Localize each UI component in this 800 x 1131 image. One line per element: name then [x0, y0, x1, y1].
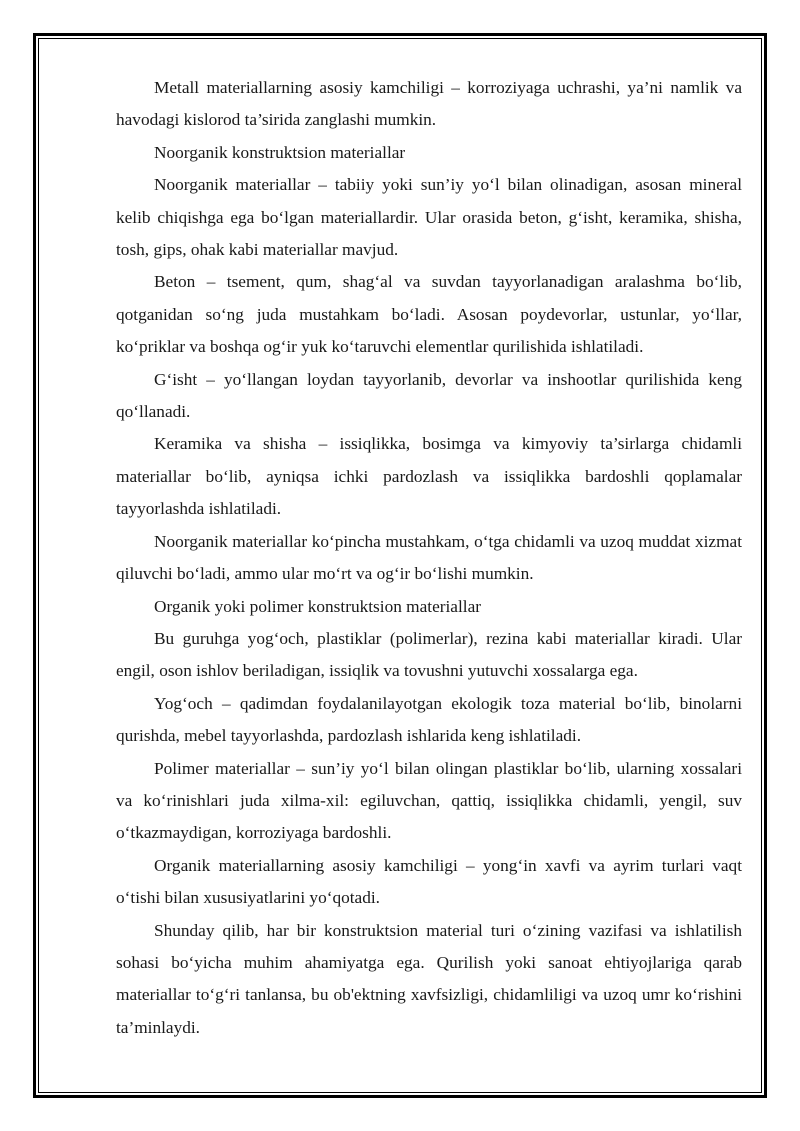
paragraph-conclusion: Shunday qilib, har bir konstruktsion material turi o‘zining vazifasi va ishlatilish sohasi bo‘yicha muhim ahamiyatga ega. Qurilish yoki sanoat ehtiyojlariga qarab materiallar to‘g‘ri tanlansa, bu ob'ektning xavfsizligi, chidamliligi va uzoq umr ko‘rishini ta’minlaydi. — [116, 920, 742, 1037]
paragraph-inorganic-properties: Noorganik materiallar ko‘pincha mustahkam, o‘tga chidamli va uzoq muddat xizmat qiluvchi bo‘ladi, ammo ular mo‘rt va og‘ir bo‘lishi mumkin. — [116, 531, 742, 584]
paragraph-organic-group: Bu guruhga yog‘och, plastiklar (polimerlar), rezina kabi materiallar kiradi. Ular engil, oson ishlov beriladigan, issiqlik va tovushni yutuvchi xossalarga ega. — [116, 628, 742, 681]
paragraph-ceramics-glass: Keramika va shisha – issiqlikka, bosimga va kimyoviy ta’sirlarga chidamli materiallar bo‘lib, ayniqsa ichki pardozlash va issiqlikka bardoshli qoplamalar tayyorlashda ishlatiladi. — [116, 434, 742, 519]
document-body — [116, 72, 742, 1044]
paragraph-brick: G‘isht – yo‘llangan loydan tayyorlanib, devorlar va inshootlar qurilishida keng qo‘llanadi. — [116, 369, 742, 422]
paragraph-inorganic-definition: Noorganik materiallar – tabiiy yoki sun’iy yo‘l bilan olinadigan, asosan mineral kelib chiqishga ega bo‘lgan materiallardir. Ular orasida beton, g‘isht, keramika, shisha, tosh, gips, ohak kabi materiallar mavjud. — [116, 175, 742, 260]
paragraph-wood: Yog‘och – qadimdan foydalanilayotgan ekologik toza material bo‘lib, binolarni qurishda, mebel tayyorlashda, pardozlash ishlarida keng ishlatiladi. — [116, 693, 742, 746]
heading-organic-materials: Organik yoki polimer konstruktsion materiallar — [154, 596, 482, 616]
paragraph-organic-drawback: Organik materiallarning asosiy kamchiligi – yong‘in xavfi va ayrim turlari vaqt o‘tishi bilan xususiyatlarini yo‘qotadi. — [116, 855, 742, 908]
paragraph-metal-drawback: Metall materiallarning asosiy kamchiligi – korroziyaga uchrashi, ya’ni namlik va havodagi kislorod ta’sirida zanglashi mumkin. — [116, 78, 742, 130]
paragraph-concrete: Beton – tsement, qum, shag‘al va suvdan tayyorlanadigan aralashma bo‘lib, qotganidan so‘ng juda mustahkam bo‘ladi. Asosan poydevorlar, ustunlar, yo‘llar, ko‘priklar va boshqa og‘ir yuk ko‘taruvchi elementlar qurilishida ishlatiladi. — [116, 272, 742, 357]
heading-inorganic-materials: Noorganik konstruktsion materiallar — [154, 142, 406, 162]
paragraph-polymers: Polimer materiallar – sun’iy yo‘l bilan olingan plastiklar bo‘lib, ularning xossalari va ko‘rinishlari juda xilma-xil: egiluvchan, qattiq, issiqlikka chidamli, yengil, suv o‘tkazmaydigan, korroziyaga bardoshli. — [116, 758, 742, 843]
